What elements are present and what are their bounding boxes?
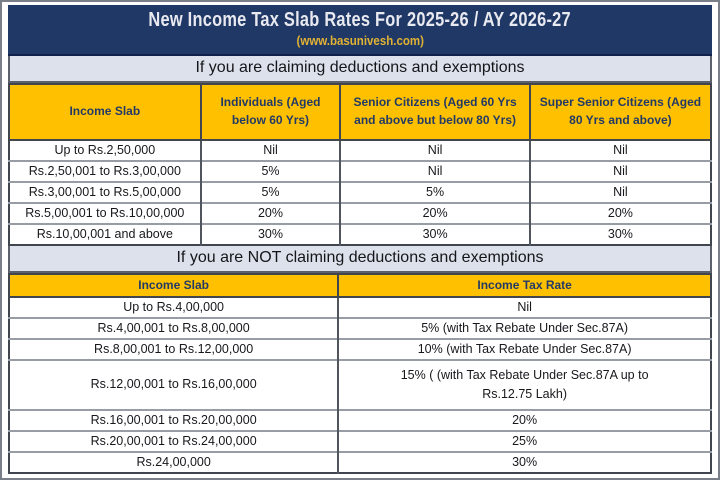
individuals-rate-cell: Nil [201,140,341,161]
claiming-deductions-table [8,83,712,246]
table-header-row [9,274,711,297]
income-slab-cell: Rs.10,00,001 and above [9,224,201,245]
column-header-income-tax-rate: Income Tax Rate [338,274,711,297]
column-header-individuals: Individuals (Aged below 60 Yrs) [201,84,341,140]
tax-rate-cell: 30% [338,452,711,473]
income-slab-cell: Rs.12,00,001 to Rs.16,00,000 [9,360,338,410]
super-senior-rate-cell: Nil [530,161,711,182]
tax-rate-cell: 10% (with Tax Rebate Under Sec.87A) [338,339,711,360]
super-senior-rate-cell: Nil [530,140,711,161]
section-heading-claiming: If you are claiming deductions and exemptions [8,56,712,83]
income-slab-cell: Rs.24,00,000 [9,452,338,473]
income-slab-cell: Rs.4,00,001 to Rs.8,00,000 [9,318,338,339]
website-link-row [8,32,712,50]
income-slab-cell: Rs.16,00,001 to Rs.20,00,000 [9,410,338,431]
page-title-text: New Income Tax Slab Rates For 2025-26 / AY 2026-27 [148,9,572,31]
tax-rate-cell: 5% (with Tax Rebate Under Sec.87A) [338,318,711,339]
income-slab-cell: Up to Rs.4,00,000 [9,297,338,318]
income-slab-cell: Rs.20,00,001 to Rs.24,00,000 [9,431,338,452]
table-row [9,161,711,182]
income-slab-cell: Rs.8,00,001 to Rs.12,00,000 [9,339,338,360]
document-header [8,5,712,56]
table-row [9,431,711,452]
table-row [9,318,711,339]
table-row [9,297,711,318]
individuals-rate-cell: 20% [201,203,341,224]
table-header-row [9,84,711,140]
table-row [9,452,711,473]
column-header-senior-citizens: Senior Citizens (Aged 60 Yrs and above but below 80 Yrs) [340,84,530,140]
column-header-super-senior-citizens: Super Senior Citizens (Aged 80 Yrs and above) [530,84,711,140]
super-senior-rate-cell: 30% [530,224,711,245]
senior-rate-cell: Nil [340,161,530,182]
individuals-rate-cell: 5% [201,182,341,203]
table-row [9,224,711,245]
senior-rate-cell: Nil [340,140,530,161]
tax-rate-cell: 15% ( (with Tax Rebate Under Sec.87A up to Rs.12.75 Lakh) [338,360,711,410]
senior-rate-cell: 5% [340,182,530,203]
income-slab-cell: Rs.5,00,001 to Rs.10,00,000 [9,203,201,224]
super-senior-rate-cell: 20% [530,203,711,224]
senior-rate-cell: 20% [340,203,530,224]
page-title [8,8,712,32]
super-senior-rate-cell: Nil [530,182,711,203]
table-row [9,182,711,203]
tax-rate-cell: Nil [338,297,711,318]
individuals-rate-cell: 30% [201,224,341,245]
column-header-income-slab: Income Slab [9,84,201,140]
table-row [9,140,711,161]
tax-rate-cell: 25% [338,431,711,452]
website-link: (www.basunivesh.com) [296,34,424,48]
table-row [9,339,711,360]
income-slab-cell: Rs.2,50,001 to Rs.3,00,000 [9,161,201,182]
table-row [9,360,711,410]
column-header-income-slab: Income Slab [9,274,338,297]
income-slab-cell: Up to Rs.2,50,000 [9,140,201,161]
tax-rate-cell: 20% [338,410,711,431]
individuals-rate-cell: 5% [201,161,341,182]
table-row [9,203,711,224]
income-slab-cell: Rs.3,00,001 to Rs.5,00,000 [9,182,201,203]
senior-rate-cell: 30% [340,224,530,245]
not-claiming-deductions-table [8,273,712,474]
table-row [9,410,711,431]
section-heading-not-claiming: If you are NOT claiming deductions and exemptions [8,246,712,273]
